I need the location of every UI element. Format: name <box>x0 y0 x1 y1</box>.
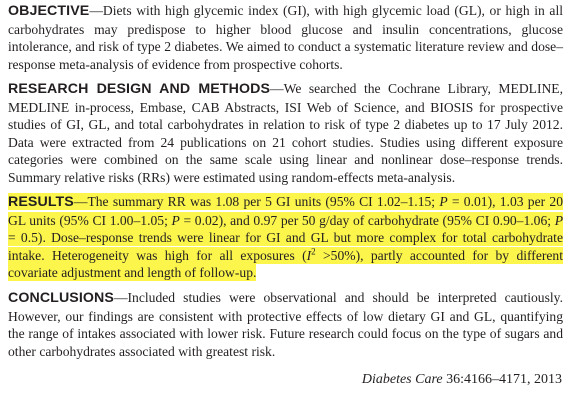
results-text-2: = 0.01), 1.03 per 20 GL units (95% CI 1.00–1.05; <box>8 194 563 228</box>
results-dash: — <box>73 194 88 209</box>
design-dash: — <box>270 81 284 96</box>
results-i-superscript: 2 <box>311 246 316 257</box>
design-heading: RESEARCH DESIGN AND METHODS <box>8 81 271 97</box>
results-p-2: P <box>171 212 180 228</box>
objective-dash: — <box>89 3 103 18</box>
results-text-4: = 0.5). Dose–response trends were linear for GI and GL but more complex for total carbohydrate intake. Heterogeneity was high for all exposures ( <box>8 230 563 263</box>
conclusions-section <box>8 289 563 360</box>
results-p-1: P <box>439 194 448 209</box>
objective-text: Diets with high glycemic index (GI), with high glycemic load (GL), or high in all carbohydrates may predispose to higher blood glucose and insulin concentrations, glucose intolerance, and risk of type 2 diabetes. We aimed to conduct a systematic literature review and dose–response meta-analysis of evidence from prospective cohorts. <box>8 3 563 72</box>
results-highlight <box>8 193 563 281</box>
results-heading: RESULTS <box>8 194 74 210</box>
results-i-letter: I <box>306 247 312 263</box>
design-text: We searched the Cochrane Library, MEDLINE, MEDLINE in-process, Embase, CAB Abstracts, ISI Web of Science, and BIOSIS for prospective studies of GI, GL, and total carbohydrates in relation to risk of type 2 diabetes up to 17 July 2012. Data were extracted from 24 publications on 21 cohort studies. Studies using different exposure categories were combined on the same scale using linear and nonlinear dose–response trends. Summary relative risks (RRs) were estimated using random-effects meta-analysis. <box>8 81 563 185</box>
results-text-5: >50%), partly accounted for by different covariate adjustment and length of follow-up. <box>8 247 563 281</box>
conclusions-text: Included studies were observational and should be interpreted cautiously. However, our findings are consistent with protective effects of low dietary GI and GL, quantifying the range of intakes associated with lower risk. Future research could focus on the type of sugars and other carbohydrates associated with greatest risk. <box>8 290 563 359</box>
objective-heading: OBJECTIVE <box>8 3 90 19</box>
results-text-1: The summary RR was 1.08 per 5 GI units (95% CI 1.02–1.15; <box>87 194 440 209</box>
conclusions-heading: CONCLUSIONS <box>8 290 114 306</box>
results-p-3: P <box>554 212 563 228</box>
conclusions-dash: — <box>113 290 128 305</box>
citation-journal: Diabetes Care <box>361 372 443 387</box>
results-section <box>8 193 563 282</box>
design-section <box>8 80 563 187</box>
citation <box>362 372 562 388</box>
citation-reference: 36:4166–4171, 2013 <box>446 372 562 387</box>
results-text-3: = 0.02), and 0.97 per 50 g/day of carbohydrate (95% CI 0.90–1.06; <box>179 212 555 228</box>
objective-section <box>8 2 563 73</box>
